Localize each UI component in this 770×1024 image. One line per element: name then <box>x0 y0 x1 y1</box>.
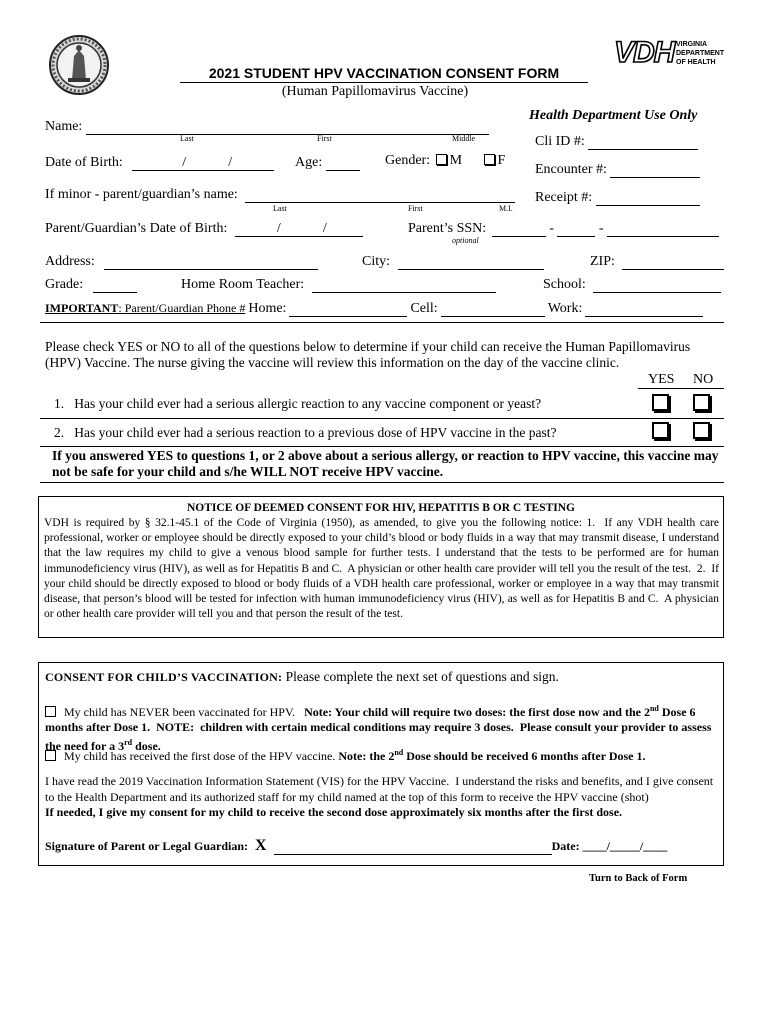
divider <box>40 446 724 447</box>
opt2-text: My child has received the first dose of the HPV vaccine. <box>64 749 339 763</box>
opt1-note-cont: Dose 6 months after Dose 1. NOTE: children with certain medical conditions may require 3 doses. Please consult your provider to assess the need for a 3 <box>45 705 712 753</box>
gender-m-label: M <box>449 153 463 168</box>
vdh-logo-line1: VIRGINIA <box>676 41 708 48</box>
opt2-sup: nd <box>394 748 404 757</box>
ssn-field-3[interactable] <box>607 223 719 237</box>
date-label: Date: <box>551 839 580 853</box>
zip-row <box>590 254 724 270</box>
footer-note: Turn to Back of Form <box>589 873 688 884</box>
form-title: 2021 STUDENT HPV VACCINATION CONSENT FORM <box>180 65 588 83</box>
name-last-caption: Last <box>180 134 194 143</box>
q1-no-checkbox[interactable] <box>693 394 710 411</box>
dob-label: Date of Birth: <box>45 155 123 170</box>
vdh-logo-line2: DEPARTMENT <box>676 50 725 57</box>
gender-f-checkbox[interactable] <box>484 154 495 165</box>
work-phone-label: Work: <box>547 301 583 316</box>
encounter-label: Encounter #: <box>535 162 607 177</box>
minor-row <box>45 187 515 203</box>
homeroom-row <box>181 277 496 293</box>
grade-label: Grade: <box>45 277 84 292</box>
gender-row <box>385 153 505 169</box>
receipt-row <box>535 190 700 206</box>
ssn-field-1[interactable] <box>492 223 546 237</box>
notice-box <box>38 496 724 638</box>
address-label: Address: <box>45 254 95 269</box>
yes-no-header-line <box>638 388 724 389</box>
notice-title: NOTICE OF DEEMED CONSENT FOR HIV, HEPATITIS B OR C TESTING <box>187 502 575 514</box>
form-subtitle: (Human Papillomavirus Vaccine) <box>281 84 469 99</box>
q2-yes-checkbox[interactable] <box>652 422 669 439</box>
address-field[interactable] <box>104 256 318 270</box>
homeroom-label: Home Room Teacher: <box>181 277 305 292</box>
phone-row <box>45 301 703 317</box>
divider <box>40 322 724 323</box>
opt1-text: My child has NEVER been vaccinated for HPV. <box>64 705 305 719</box>
virginia-seal <box>48 34 110 96</box>
consent-statement-text: I have read the 2019 Vaccination Information Statement (VIS) for the HPV Vaccine. I understand the risks and benefits, and I give consent to the Health Department and its authorized staff for my child named at the top of this form to receive the HPV vaccine (shot) <box>45 774 714 804</box>
name-row <box>45 119 489 135</box>
receipt-field[interactable] <box>596 192 700 206</box>
consent-heading-rest: Please complete the next set of questions and sign. <box>282 669 559 684</box>
opt1-sup2: rd <box>124 738 133 747</box>
cell-phone-label: Cell: <box>410 301 438 316</box>
dob-slash: / <box>228 155 233 170</box>
cli-id-field[interactable] <box>588 136 698 150</box>
health-dept-box <box>529 108 725 124</box>
notice-body: VDH is required by § 32.1-45.1 of the Code of Virginia (1950), as amended, to give you the following notice: 1. If any VDH health care professional, worker or employee should be directly exposed to your child’s blood or body fluids in a way that may transmit disease, I understand that the law requires my child to give a venous blood sample for further tests. I understand that the tests to be performed are for human immunodeficiency virus (HIV), as well as for Hepatitis B and C. A physician or other health care provider will tell you the result of the test. 2. If your child should be directly exposed to blood or body fluids of a VDH health care professional, worker or employee in a way that may transmit disease, that person’s blood will be tested for infection with human immunodeficiency virus (HIV), as well as for Hepatitis B and C. A physician or other health care provider will tell you and that person the result of the test. <box>44 517 719 621</box>
zip-label: ZIP: <box>590 254 615 269</box>
no-header: NO <box>693 372 714 387</box>
yes-header: YES <box>648 372 675 387</box>
grade-field[interactable] <box>93 279 137 293</box>
ssn-separator: - <box>598 221 604 236</box>
dob-row <box>45 155 274 171</box>
school-label: School: <box>543 277 586 292</box>
minor-first-caption: First <box>408 204 423 213</box>
name-field[interactable] <box>86 122 489 135</box>
opt1-note-end: dose. <box>132 739 161 753</box>
never-vaccinated-checkbox[interactable] <box>45 706 56 717</box>
question-1: 1. Has your child ever had a serious allergic reaction to any vaccine component or yeast? <box>54 396 542 411</box>
encounter-field[interactable] <box>610 164 700 178</box>
dob-field[interactable] <box>132 157 274 171</box>
vdh-logo-text: VDH <box>614 36 675 69</box>
address-row <box>45 254 318 270</box>
divider <box>40 482 724 483</box>
signature-x: X <box>255 837 267 854</box>
parent-dob-field[interactable] <box>235 223 363 237</box>
signature-field[interactable] <box>274 842 552 855</box>
questions-intro: Please check YES or NO to all of the questions below to determine if your child can receive the Human Papillomavirus (HPV) Vaccine. The nurse giving the vaccine will review this information on the day of the vaccine clinic. <box>45 339 691 370</box>
name-middle-caption: Middle <box>452 134 476 143</box>
ssn-row <box>408 221 719 237</box>
vdh-logo <box>614 36 724 70</box>
parent-dob-label: Parent/Guardian’s Date of Birth: <box>45 221 228 236</box>
receipt-label: Receipt #: <box>535 190 593 205</box>
minor-last-caption: Last <box>273 204 287 213</box>
consent-heading-row <box>45 669 559 685</box>
name-label: Name: <box>45 119 83 134</box>
vdh-logo-line3: OF HEALTH <box>676 59 716 66</box>
health-dept-heading: Health Department Use Only <box>529 108 698 123</box>
minor-name-field[interactable] <box>245 189 515 203</box>
consent-option-2 <box>45 745 717 764</box>
cli-id-label: Cli ID #: <box>535 134 585 149</box>
q1-yes-checkbox[interactable] <box>652 394 669 411</box>
signature-label: Signature of Parent or Legal Guardian: <box>45 839 249 853</box>
minor-label: If minor - parent/guardian’s name: <box>45 187 238 202</box>
city-field[interactable] <box>398 256 544 270</box>
opt1-note: Note: Your child will require two doses: the first dose now and the 2 <box>304 705 650 719</box>
consent-statement-bold: If needed, I give my consent for my child to receive the second dose approximately six months after the first dose. <box>45 805 623 819</box>
zip-field[interactable] <box>622 256 724 270</box>
opt1-sup: nd <box>649 704 659 713</box>
parent-dob-slash: / <box>276 221 281 236</box>
parent-dob-row <box>45 221 363 237</box>
ssn-separator: - <box>549 221 554 236</box>
city-label: City: <box>362 254 391 269</box>
homeroom-field[interactable] <box>312 279 496 293</box>
gender-f-label: F <box>497 153 506 168</box>
home-phone-field[interactable] <box>289 304 407 317</box>
parent-dob-slash: / <box>322 221 327 236</box>
consent-box <box>38 662 724 866</box>
age-label: Age: <box>295 155 323 170</box>
dob-slash: / <box>182 155 187 170</box>
warning-text: If you answered YES to questions 1, or 2 above about a serious allergy, or reaction to HPV vaccine, this vaccine may not be safe for your child and s/he WILL NOT receive HPV vaccine. <box>52 448 719 479</box>
consent-heading: CONSENT FOR CHILD’S VACCINATION: <box>45 670 283 684</box>
age-field[interactable] <box>326 157 360 171</box>
ssn-label: Parent’s SSN: <box>408 221 487 236</box>
date-field[interactable]: ____/_____/____ <box>582 839 668 853</box>
q2-no-checkbox[interactable] <box>693 422 710 439</box>
grade-row <box>45 277 137 293</box>
ssn-optional-caption: optional <box>452 236 479 245</box>
gender-label: Gender: <box>385 153 431 168</box>
first-dose-received-checkbox[interactable] <box>45 750 56 761</box>
school-field[interactable] <box>593 279 721 293</box>
name-first-caption: First <box>317 134 332 143</box>
consent-statement <box>45 774 717 821</box>
minor-mi-caption: M.I. <box>499 204 513 213</box>
divider <box>40 418 724 419</box>
age-row <box>295 155 360 171</box>
gender-m-checkbox[interactable] <box>436 154 447 165</box>
signature-row <box>45 837 667 855</box>
phone-label: : Parent/Guardian Phone # <box>118 301 246 315</box>
school-row <box>543 277 721 293</box>
cli-id-row <box>535 134 698 150</box>
question-2: 2. Has your child ever had a serious reaction to a previous dose of HPV vaccine in the past? <box>54 425 557 440</box>
encounter-row <box>535 162 700 178</box>
home-phone-label: Home: <box>248 301 287 316</box>
opt2-note: Note: the 2 <box>338 749 395 763</box>
important-label: IMPORTANT <box>45 301 119 315</box>
city-row <box>362 254 544 270</box>
ssn-field-2[interactable] <box>557 223 595 237</box>
cell-phone-field[interactable] <box>441 304 545 317</box>
opt2-note-cont: Dose should be received 6 months after Dose 1. <box>403 749 646 763</box>
work-phone-field[interactable] <box>585 304 703 317</box>
